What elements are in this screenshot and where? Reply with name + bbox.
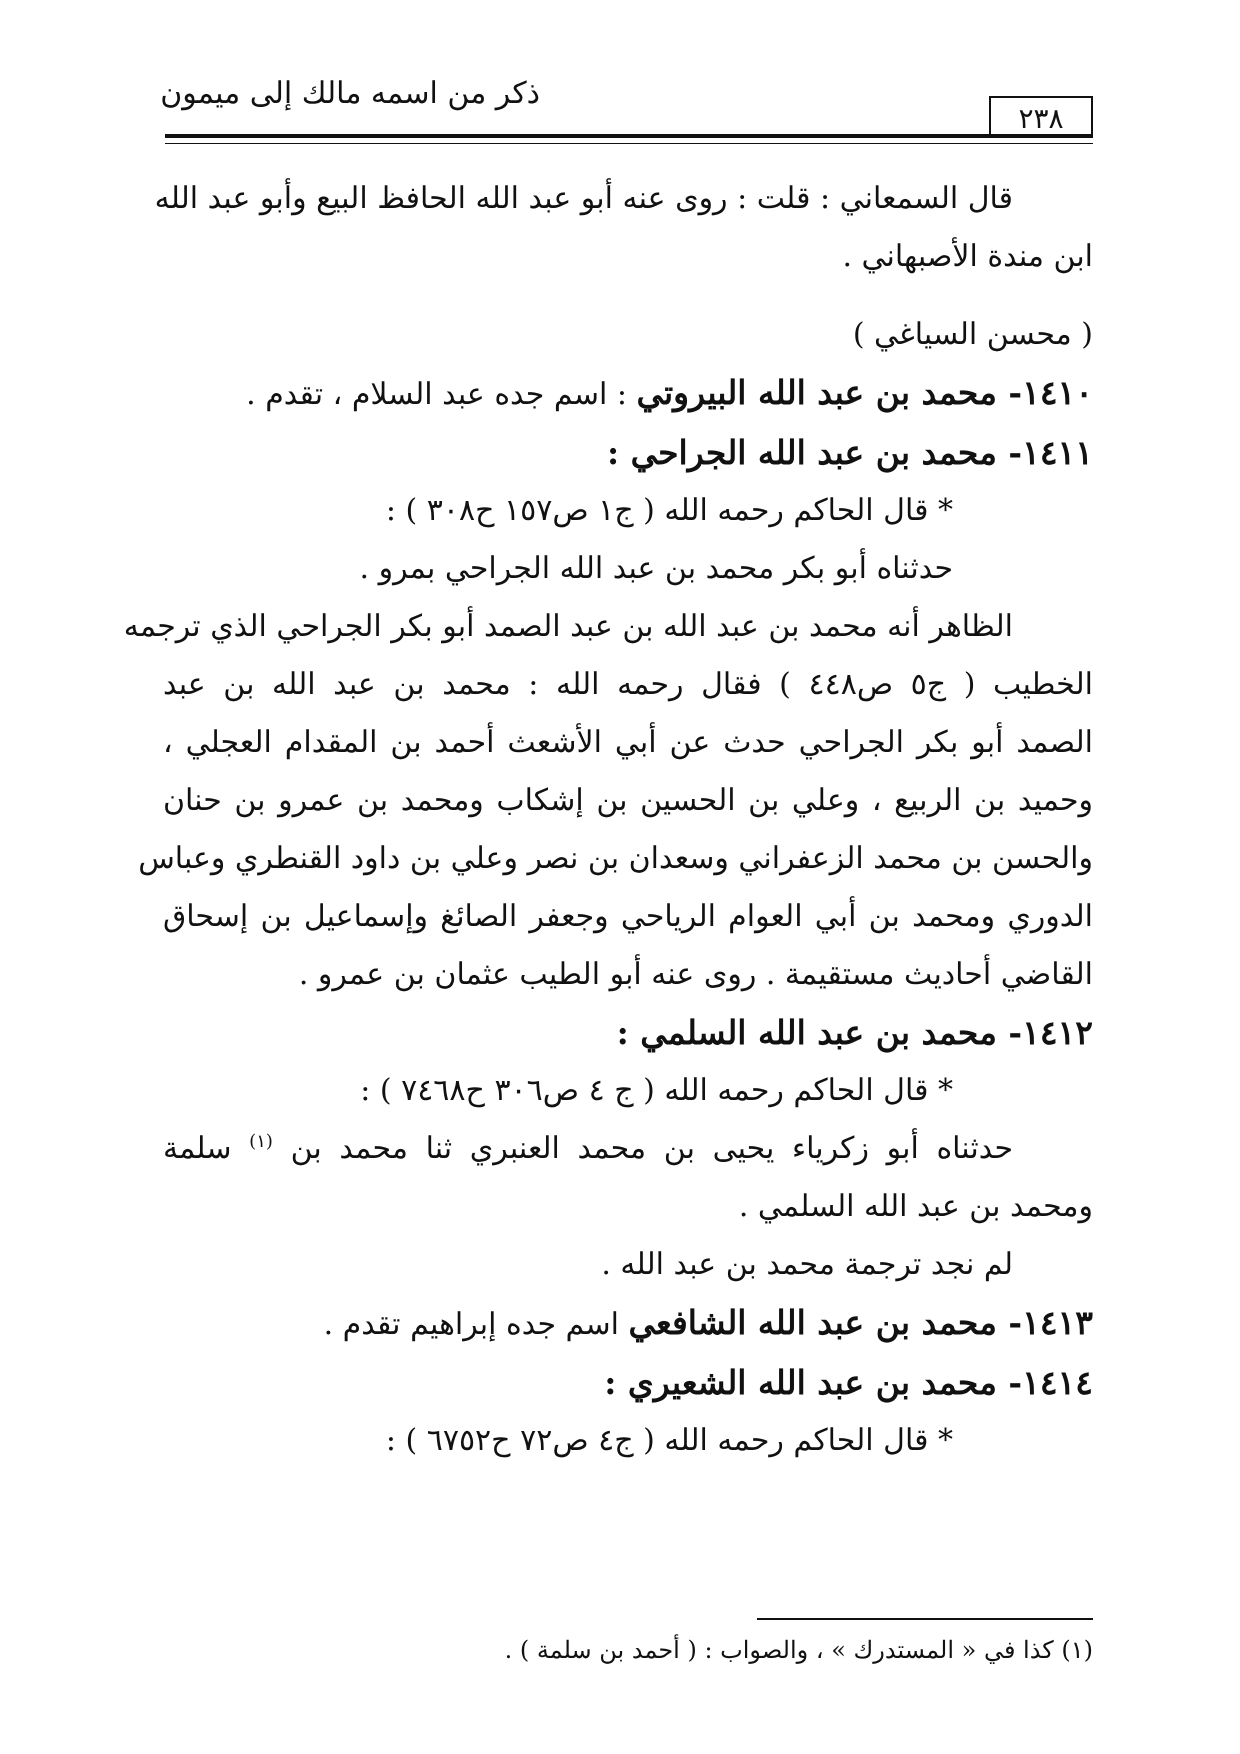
text-line: * قال الحاكم رحمه الله ( ج١ ص١٥٧ ح٣٠٨ ) : [385, 493, 953, 528]
text-line: * قال الحاكم رحمه الله ( ج ٤ ص٣٠٦ ح٧٤٦٨ ) : [360, 1073, 953, 1108]
entry-1410 [163, 364, 1093, 424]
entry-1414-head: ١٤١٤- محمد بن عبد الله الشعيري : [604, 1363, 1093, 1402]
entry-1413 [163, 1294, 1093, 1354]
entry-1412-head: ١٤١٢- محمد بن عبد الله السلمي : [616, 1013, 1093, 1052]
text-line: الظاهر أنه محمد بن عبد الله بن عبد الصمد أبو بكر الجراحي الذي ترجمه [123, 609, 1013, 644]
text-segment: سلمة [163, 1131, 250, 1166]
text-line: وحميد بن الربيع ، وعلي بن الحسين بن إشكاب ومحمد بن عمرو بن حنان [163, 783, 1093, 818]
text-line: ابن مندة الأصبهاني . [842, 239, 1093, 274]
text-line: القاضي أحاديث مستقيمة . روى عنه أبو الطيب عثمان بن عمرو . [298, 957, 1093, 992]
body-text [123, 170, 1093, 1470]
text-segment: حدثناه أبو زكرياء يحيى بن محمد العنبري ثنا محمد بن [272, 1131, 1013, 1166]
text-line: والحسن بن محمد الزعفراني وسعدان بن نصر وعلي بن داود القنطري وعباس [138, 841, 1093, 876]
footnote-rule [757, 1618, 1093, 1620]
entry-1413-head: ١٤١٣- محمد بن عبد الله الشافعي [628, 1303, 1093, 1342]
text-line: الخطيب ( ج٥ ص٤٤٨ ) فقال رحمه الله : محمد بن عبد الله بن عبد [163, 667, 1093, 702]
text-line: الصمد أبو بكر الجراحي حدث عن أبي الأشعث أحمد بن المقدام العجلي ، [163, 725, 1093, 760]
entry-1411-head: ١٤١١- محمد بن عبد الله الجراحي : [606, 433, 1093, 472]
entry-1410-head: ١٤١٠- محمد بن عبد الله البيروتي [636, 373, 1093, 412]
footnote-ref: (١) [249, 1131, 273, 1152]
text-line: حدثناه أبو بكر محمد بن عبد الله الجراحي بمرو . [359, 551, 953, 586]
text-line: * قال الحاكم رحمه الله ( ج٤ ص٧٢ ح٦٧٥٢ ) : [385, 1423, 953, 1458]
text-line: ومحمد بن عبد الله السلمي . [738, 1189, 1093, 1224]
text-line: الدوري ومحمد بن أبي العوام الرياحي وجعفر الصائغ وإسماعيل بن إسحاق [163, 899, 1093, 934]
page-number: ٢٣٨ [989, 96, 1093, 138]
text-line: قال السمعاني : قلت : روى عنه أبو عبد الله الحافظ البيع وأبو عبد الله [154, 181, 1013, 216]
text-line: لم نجد ترجمة محمد بن عبد الله . [601, 1247, 1013, 1282]
footnote: (١) كذا في « المستدرك » ، والصواب : ( أحمد بن سلمة ) . [504, 1636, 1093, 1664]
section-heading: ( محسن السياغي ) [852, 317, 1093, 352]
header-rule [165, 134, 1093, 144]
running-title: ذكر من اسمه مالك إلى ميمون [160, 76, 540, 111]
entry-1413-text: اسم جده إبراهيم تقدم . [323, 1307, 629, 1342]
entry-1410-text: : اسم جده عبد السلام ، تقدم . [246, 377, 637, 412]
text-line [163, 1120, 1093, 1178]
